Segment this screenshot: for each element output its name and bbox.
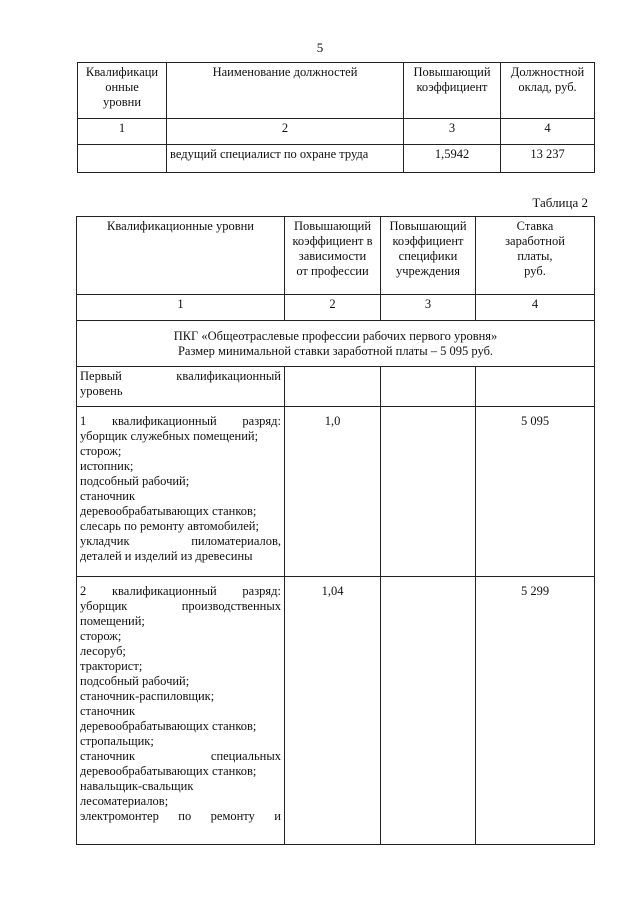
- table-header-row: [78, 63, 595, 119]
- header-salary: [501, 63, 595, 119]
- cell-line: станочник: [80, 489, 136, 503]
- cell-line: уборщик производственных: [80, 599, 281, 613]
- header-qualification-levels: Квалификационные уровни: [77, 217, 285, 295]
- table-number-row: [78, 119, 595, 145]
- header-institution-coefficient: [381, 217, 476, 295]
- header-line: Повышающий: [413, 65, 491, 79]
- header-line: зависимости: [298, 249, 367, 263]
- cell-line: стропальщик;: [80, 734, 154, 748]
- header-line: руб.: [524, 264, 546, 278]
- cell-coefficient: 1,5942: [404, 145, 501, 173]
- cell-position: ведущий специалист по охране труда: [167, 145, 404, 173]
- col-number: 1: [77, 295, 285, 321]
- table-row: [78, 145, 595, 173]
- cell-empty: [381, 407, 476, 577]
- cell-line: подсобный рабочий;: [80, 674, 190, 688]
- cell-first-level: [77, 367, 285, 407]
- table-2-caption: Таблица 2: [532, 195, 588, 210]
- page-number: 5: [316, 40, 324, 55]
- header-line: оклад, руб.: [518, 80, 577, 94]
- header-profession-coefficient: [285, 217, 381, 295]
- col-number: 1: [78, 119, 167, 145]
- header-line: заработной: [505, 234, 565, 248]
- header-line: платы,: [517, 249, 553, 263]
- col-number: 3: [381, 295, 476, 321]
- cell-level: [78, 145, 167, 173]
- cell-line: истопник;: [80, 459, 134, 473]
- header-line: коэффициент: [392, 234, 464, 248]
- header-line: коэффициент: [416, 80, 488, 94]
- cell-line: лесоматериалов;: [80, 794, 169, 808]
- cell-grade-2-salary: 5 299: [476, 577, 595, 845]
- cell-empty: [476, 367, 595, 407]
- col-number: 3: [404, 119, 501, 145]
- header-line: коэффициент в: [292, 234, 373, 248]
- header-line: Ставка: [516, 219, 554, 233]
- cell-line: лесоруб;: [80, 644, 126, 658]
- header-line: специфики: [398, 249, 458, 263]
- header-line: Повышающий: [293, 219, 372, 233]
- cell-grade-1-professions: [77, 407, 285, 577]
- cell-empty: [381, 367, 476, 407]
- cell-line: навальщик-свальщик: [80, 779, 194, 793]
- cell-salary: 13 237: [501, 145, 595, 173]
- cell-line: сторож;: [80, 629, 122, 643]
- header-line: уровни: [102, 95, 142, 109]
- cell-grade-2-coefficient: 1,04: [285, 577, 381, 845]
- header-coefficient: [404, 63, 501, 119]
- cell-empty: [381, 577, 476, 845]
- cell-line: уровень: [80, 384, 123, 398]
- table-row: [77, 577, 595, 845]
- table-row: [77, 407, 595, 577]
- cell-grade-2-professions: [77, 577, 285, 845]
- cell-line: 2 квалификационный разряд:: [80, 584, 281, 598]
- group-header-cell: [77, 321, 595, 367]
- table-1: [77, 62, 595, 173]
- header-line: от профессии: [296, 264, 369, 278]
- header-line: Повышающий: [389, 219, 467, 233]
- group-title: ПКГ «Общеотраслевые профессии рабочих первого уровня»: [173, 328, 498, 343]
- table-number-row: [77, 295, 595, 321]
- cell-line: деревообрабатывающих станков;: [80, 764, 257, 778]
- cell-line: деталей и изделий из древесины: [80, 549, 253, 563]
- group-row: [77, 321, 595, 367]
- table-2: [76, 216, 595, 845]
- cell-line: сторож;: [80, 444, 122, 458]
- cell-line: станочник: [80, 704, 136, 718]
- header-line: Квалификаци: [85, 65, 159, 79]
- cell-line: слесарь по ремонту автомобилей;: [80, 519, 259, 533]
- cell-line: деревообрабатывающих станков;: [80, 504, 257, 518]
- cell-line: укладчик пиломатериалов,: [80, 534, 281, 548]
- cell-line: станочник специальных: [80, 749, 281, 763]
- cell-line: деревообрабатывающих станков;: [80, 719, 257, 733]
- cell-line: помещений;: [80, 614, 145, 628]
- group-subtitle: Размер минимальной ставки заработной платы – 5 095 руб.: [177, 343, 494, 358]
- col-number: 4: [476, 295, 595, 321]
- table-header-row: [77, 217, 595, 295]
- cell-empty: [285, 367, 381, 407]
- cell-line: электромонтер по ремонту и: [80, 809, 281, 823]
- cell-line: подсобный рабочий;: [80, 474, 190, 488]
- table-row: [77, 367, 595, 407]
- col-number: 2: [285, 295, 381, 321]
- col-number: 4: [501, 119, 595, 145]
- header-position-names: Наименование должностей: [167, 63, 404, 119]
- cell-line: станочник-распиловщик;: [80, 689, 215, 703]
- cell-line: уборщик служебных помещений;: [80, 429, 259, 443]
- header-wage-rate: [476, 217, 595, 295]
- header-line: Должностной: [510, 65, 585, 79]
- cell-line: Первый квалификационный: [80, 369, 281, 383]
- col-number: 2: [167, 119, 404, 145]
- cell-line: 1 квалификационный разряд:: [80, 414, 281, 428]
- cell-grade-1-coefficient: 1,0: [285, 407, 381, 577]
- header-line: онные: [105, 80, 139, 94]
- cell-line: тракторист;: [80, 659, 143, 673]
- header-qualification-levels: [78, 63, 167, 119]
- cell-grade-1-salary: 5 095: [476, 407, 595, 577]
- header-line: учреждения: [395, 264, 460, 278]
